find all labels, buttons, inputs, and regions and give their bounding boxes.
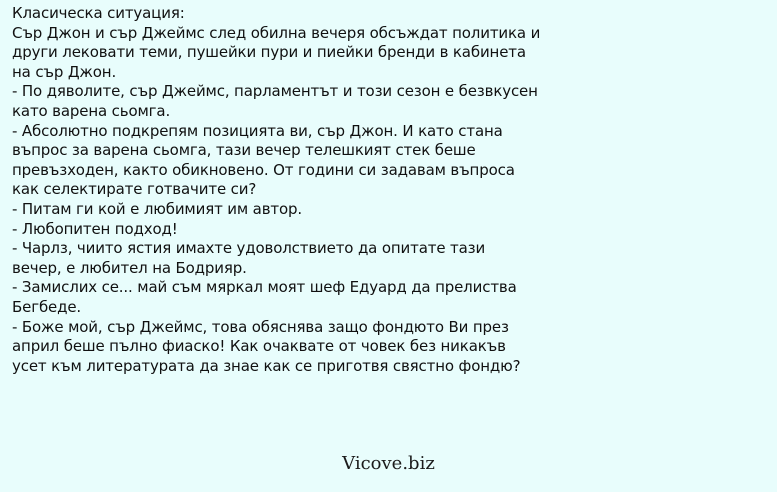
joke-line: Сър Джон и сър Джеймс след обилна вечеря обсъждат политика и (12, 23, 541, 42)
joke-line: превъзходен, както обикновено. От години си задавам въпроса (12, 160, 515, 179)
joke-line: - Питам ги кой е любимият им автор. (12, 199, 302, 218)
joke-line: въпрос за варена сьомга, тази вечер телешкият стек беше (12, 141, 476, 160)
joke-line: Класическа ситуация: (12, 4, 185, 22)
joke-line: като варена сьомга. (12, 101, 171, 120)
joke-line: как селектирате готвачите си? (12, 180, 257, 199)
site-watermark: Vicove.biz (342, 453, 435, 474)
joke-line: усет към литературата да знае как се приготвя свястно фондю? (12, 356, 521, 375)
joke-line: Бегбеде. (12, 297, 82, 316)
joke-line: април беше пълно фиаско! Как очаквате от човек без никакъв (12, 337, 506, 356)
joke-line: - Замислих се... май съм мяркал моят шеф Едуард да прелиства (12, 278, 517, 297)
joke-line: - Абсолютно подкрепям позицията ви, сър Джон. И като стана (12, 121, 503, 140)
joke-line: - Любопитен подход! (12, 219, 178, 238)
joke-line: вечер, е любител на Бодрияр. (12, 258, 247, 277)
joke-line: други лековати теми, пушейки пури и пиейки бренди в кабинета (12, 43, 526, 62)
joke-line: - Боже мой, сър Джеймс, това обяснява защо фондюто Ви през (12, 317, 509, 336)
joke-text (12, 4, 772, 376)
joke-line: - По дяволите, сър Джеймс, парламентът и този сезон е безвкусен (12, 82, 538, 101)
joke-line: на сър Джон. (12, 62, 117, 81)
joke-line: - Чарлз, чиито ястия имахте удоволствието да опитате тази (12, 239, 486, 258)
